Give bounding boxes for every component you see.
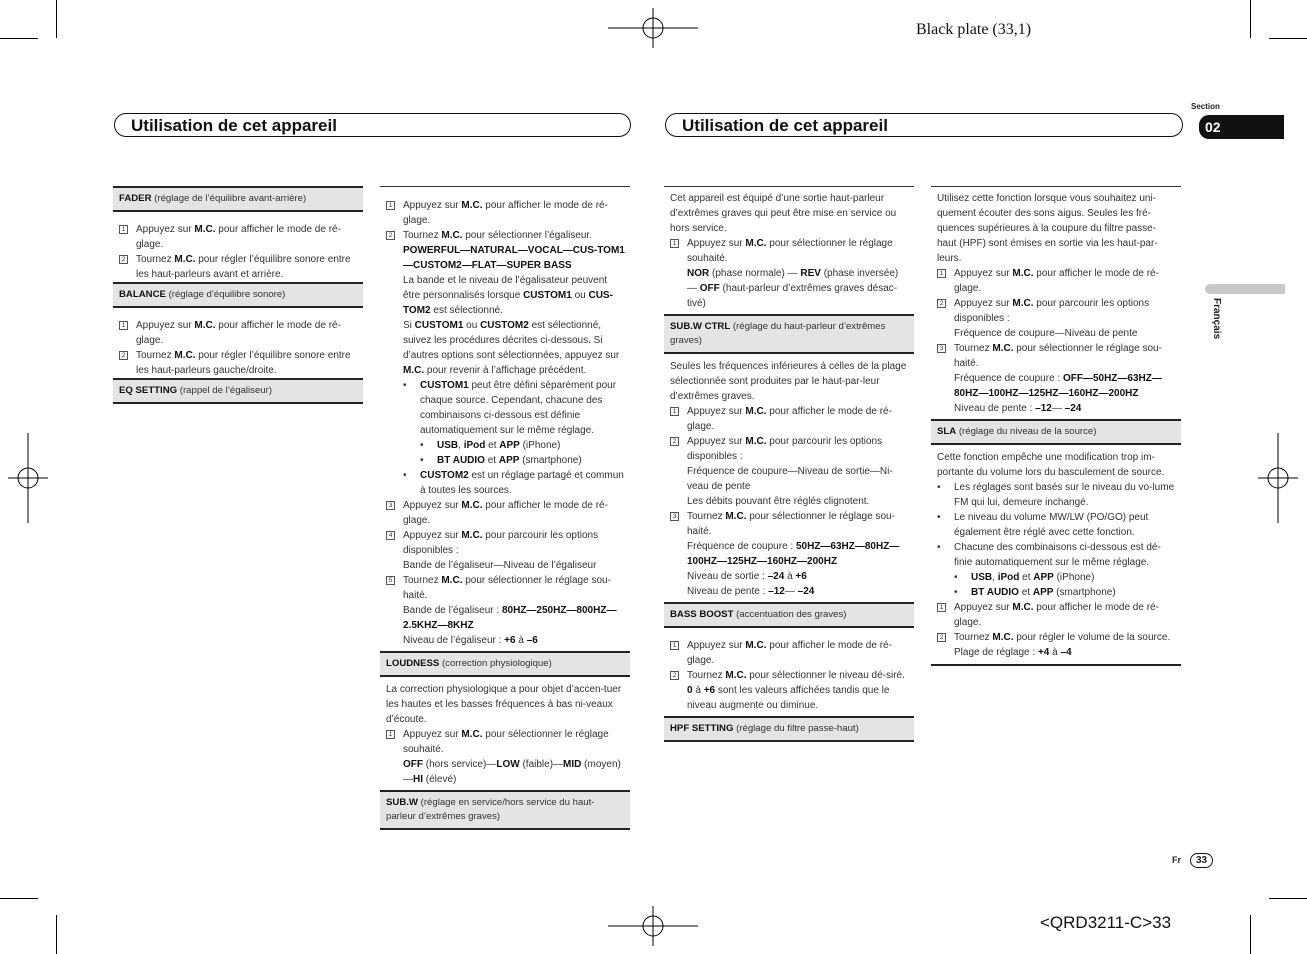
sla-sub-bullet-usb: • USB, iPod et APP (iPhone) — [931, 570, 1181, 585]
subw-ctrl-intro: Seules les fréquences inférieures à celles de la plage sélectionnée sont produites par le haut-par-leur d’extrêmes graves. — [670, 361, 907, 402]
eq-band-values: Bande de l’égaliseur : 80HZ—250HZ—800HZ—2.5KHZ—8KHZ — [403, 605, 617, 631]
section-number-tab: 02 — [1199, 115, 1284, 139]
sla-sub-bullet-bt: • BT AUDIO et APP (smartphone) — [931, 585, 1181, 600]
hpf-slope: Niveau de pente : –12— –24 — [954, 403, 1082, 414]
language-label: Français — [1211, 298, 1222, 340]
subw-ctrl-slope: Niveau de pente : –12— –24 — [687, 586, 815, 597]
eq-step-1: 1 Appuyez sur M.C. pour afficher le mode de ré-glage. — [380, 198, 630, 228]
eq-preset-list: POWERFUL—NATURAL—VOCAL—CUS-TOM1—CUSTOM2—FLAT—SUPER BASS — [403, 245, 625, 271]
registration-mark-left — [8, 433, 48, 523]
fader-step-2: 2 Tournez M.C. pour régler l’équilibre sonore entre les haut-parleurs avant et arrière. — [113, 252, 363, 282]
fader-header: FADER (réglage de l’équilibre avant-arrière) — [113, 186, 363, 212]
eq-step-4-options: Bande de l’égaliseur—Niveau de l’égaliseur — [403, 560, 597, 571]
page-number — [1172, 853, 1213, 868]
hpf-step-1: 1 Appuyez sur M.C. pour afficher le mode de ré-glage. — [931, 266, 1181, 296]
section-label: Section — [1191, 102, 1220, 111]
column-1 — [113, 186, 363, 404]
sla-header: SLA (réglage du niveau de la source) — [931, 419, 1181, 445]
page-number-badge: 33 — [1190, 853, 1213, 868]
page-title-left: Utilisation de cet appareil — [114, 113, 631, 137]
custom1-bullet: • CUSTOM1 peut être défini séparément pour chaque source. Cependant, chacune des combinaisons ci-dessous est définie automatiquement sur le même réglage. — [380, 378, 630, 438]
crop-mark — [56, 0, 57, 38]
hpf-step-2: 2 Appuyez sur M.C. pour parcourir les options disponibles : — [931, 296, 1181, 326]
registration-mark-right — [1258, 433, 1298, 523]
column-2 — [380, 186, 630, 830]
hpf-cutoff: Fréquence de coupure : OFF—50HZ—63HZ—80HZ—100HZ—125HZ—160HZ—200HZ — [954, 373, 1162, 399]
balance-step-2: 2 Tournez M.C. pour régler l’équilibre sonore entre les haut-parleurs gauche/droite. — [113, 348, 363, 378]
crop-mark — [56, 915, 57, 954]
loudness-step-1: 1 Appuyez sur M.C. pour sélectionner le réglage souhaité. — [380, 727, 630, 757]
subw-ctrl-options: Fréquence de coupure—Niveau de sortie—Ni-veau de pente — [687, 466, 893, 492]
crop-mark — [1250, 915, 1251, 954]
sla-bullet-3: • Chacune des combinaisons ci-dessous est dé-finie automatiquement sur le même réglage. — [931, 540, 1181, 570]
bass-boost-range: 0 à +6 sont les valeurs affichées tandis que le niveau augmente ou diminue. — [687, 685, 890, 711]
eq-step-4: 4 Appuyez sur M.C. pour parcourir les options disponibles : — [380, 528, 630, 558]
sla-intro: Cette fonction empêche une modification trop im-portante du volume lors du basculement de source. — [937, 452, 1165, 478]
column-3 — [664, 186, 914, 742]
subw-ctrl-blink-note: Les débits pouvant être réglés clignotent. — [687, 496, 870, 507]
bass-boost-header: BASS BOOST (accentuation des graves) — [664, 602, 914, 628]
lang-code: Fr — [1172, 855, 1181, 865]
hpf-step-3: 3 Tournez M.C. pour sélectionner le réglage sou-haité. — [931, 341, 1181, 371]
loudness-header: LOUDNESS (correction physiologique) — [380, 651, 630, 677]
custom2-bullet: • CUSTOM2 est un réglage partagé et commun à toutes les sources. — [380, 468, 630, 498]
eq-setting-header: EQ SETTING (rappel de l’égaliseur) — [113, 378, 363, 404]
column-4 — [931, 186, 1181, 666]
language-tab — [1205, 284, 1285, 294]
page-title-right: Utilisation de cet appareil — [665, 113, 1183, 137]
subw-values: NOR (phase normale) — REV (phase inversée) — OFF (haut-parleur d’extrêmes graves désac-tivé) — [687, 268, 899, 309]
subw-ctrl-step-1: 1 Appuyez sur M.C. pour afficher le mode de ré-glage. — [664, 404, 914, 434]
crop-mark — [0, 38, 38, 39]
sla-bullet-2: • Le niveau du volume MW/LW (PO/GO) peut également être réglé avec cette fonction. — [931, 510, 1181, 540]
sla-bullet-1: • Les réglages sont basés sur le niveau du vo-lume FM qui lui, demeure inchangé. — [931, 480, 1181, 510]
eq-custom-note: La bande et le niveau de l’égalisateur peuvent être personnalisés lorsque CUSTOM1 ou CUS-TOM2 est sélectionné. — [403, 275, 613, 316]
subw-intro: Cet appareil est équipé d’une sortie haut-parleur d’extrêmes graves qui peut être mise en service ou hors service. — [670, 193, 897, 234]
column-4-end-rule — [931, 664, 1181, 666]
sla-step-1: 1 Appuyez sur M.C. pour afficher le mode de ré-glage. — [931, 600, 1181, 630]
print-code: <QRD3211-C>33 — [1040, 913, 1172, 932]
hpf-setting-header: HPF SETTING (réglage du filtre passe-haut) — [664, 716, 914, 742]
subw-ctrl-output-level: Niveau de sortie : –24 à +6 — [687, 571, 807, 582]
subw-ctrl-header: SUB.W CTRL (réglage du haut-parleur d’extrêmes graves) — [664, 314, 914, 354]
eq-step-3: 3 Appuyez sur M.C. pour afficher le mode de ré-glage. — [380, 498, 630, 528]
fader-step-1: 1 Appuyez sur M.C. pour afficher le mode de ré-glage. — [113, 222, 363, 252]
hpf-options: Fréquence de coupure—Niveau de pente — [954, 328, 1138, 339]
subw-header: SUB.W (réglage en service/hors service du haut-parleur d’extrêmes graves) — [380, 790, 630, 830]
eq-step-5: 5 Tournez M.C. pour sélectionner le réglage sou-haité. — [380, 573, 630, 603]
eq-step-2: 2 Tournez M.C. pour sélectionner l’égaliseur. — [380, 228, 630, 243]
hpf-intro: Utilisez cette fonction lorsque vous souhaitez uni-quement écouter des sons aigus. Seules les fré-quences supérieures à la coupure du filtre passe-haut (HPF) sont émises en sortie via les haut-par-leurs. — [937, 193, 1158, 264]
subw-ctrl-step-3: 3 Tournez M.C. pour sélectionner le réglage sou-haité. — [664, 509, 914, 539]
crop-mark — [1269, 898, 1307, 899]
sla-range: Plage de réglage : +4 à –4 — [954, 647, 1072, 658]
custom1-sub-bullet-usb: • USB, iPod et APP (iPhone) — [380, 438, 630, 453]
crop-mark — [1269, 38, 1307, 39]
registration-mark-bottom — [608, 906, 698, 946]
loudness-values: OFF (hors service)—LOW (faible)—MID (moyen)—HI (élevé) — [403, 759, 621, 785]
custom1-sub-bullet-bt: • BT AUDIO et APP (smartphone) — [380, 453, 630, 468]
registration-mark-top — [608, 8, 698, 48]
bass-boost-step-2: 2 Tournez M.C. pour sélectionner le niveau dé-siré. — [664, 668, 914, 683]
crop-mark — [0, 898, 38, 899]
balance-header: BALANCE (réglage d’équilibre sonore) — [113, 282, 363, 308]
eq-custom-procedure: Si CUSTOM1 ou CUSTOM2 est sélectionné, suivez les procédures décrites ci-dessous. Si d’autres options sont sélectionnées, appuyez sur M.C. pour revenir à l’affichage précédent. — [403, 320, 620, 376]
crop-mark — [1250, 0, 1251, 38]
bass-boost-step-1: 1 Appuyez sur M.C. pour afficher le mode de ré-glage. — [664, 638, 914, 668]
sla-step-2: 2 Tournez M.C. pour régler le volume de la source. — [931, 630, 1181, 645]
eq-level-values: Niveau de l’égaliseur : +6 à –6 — [403, 635, 538, 646]
subw-ctrl-cutoff: Fréquence de coupure : 50HZ—63HZ—80HZ—100HZ—125HZ—160HZ—200HZ — [687, 541, 900, 567]
subw-step-1: 1 Appuyez sur M.C. pour sélectionner le réglage souhaité. — [664, 236, 914, 266]
loudness-intro: La correction physiologique a pour objet d’accen-tuer les hautes et les basses fréquences à bas ni-veaux d’écoute. — [386, 684, 622, 725]
plate-label: Black plate (33,1) — [916, 21, 1032, 38]
subw-ctrl-step-2: 2 Appuyez sur M.C. pour parcourir les options disponibles : — [664, 434, 914, 464]
balance-step-1: 1 Appuyez sur M.C. pour afficher le mode de ré-glage. — [113, 318, 363, 348]
